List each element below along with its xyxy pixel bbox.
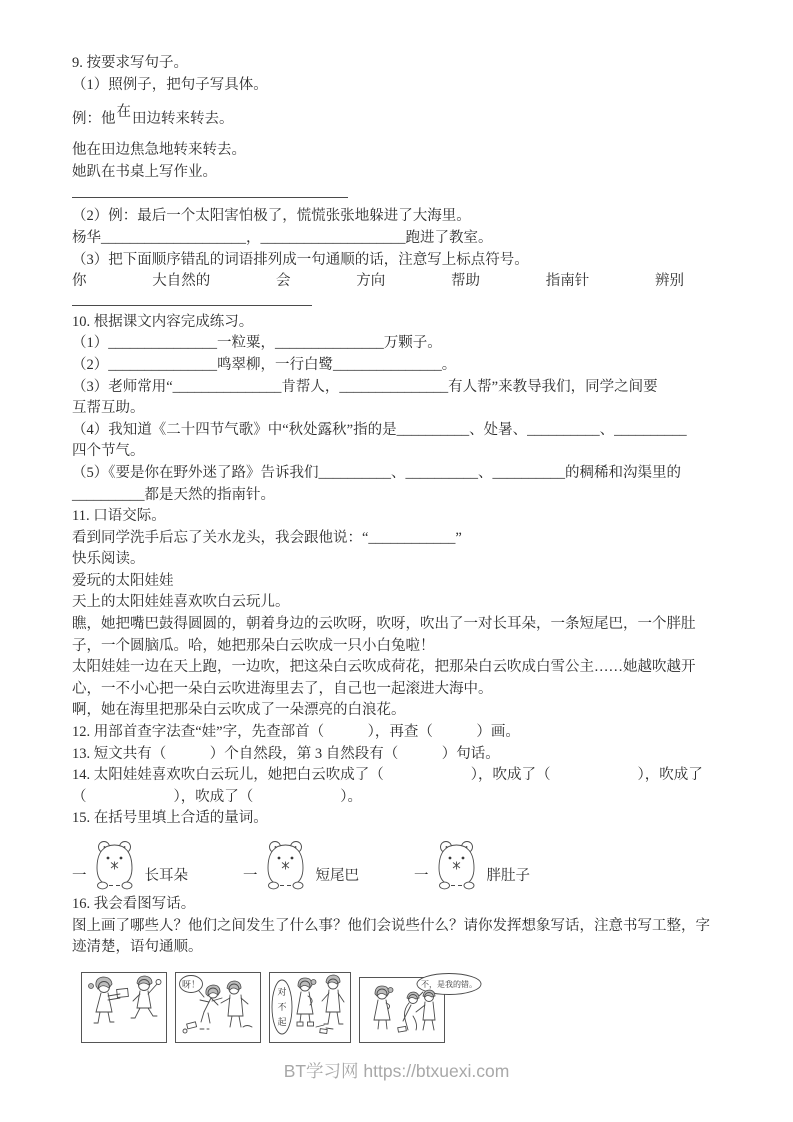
- question-10-item1: （1）_______________一粒粟，_______________万颗子。: [72, 335, 442, 352]
- reading-paragraph-2: 瞧，她把嘴巴鼓得圆圆的，朝着身边的云吹呀，吹呀，吹出了一对长耳朵，一条短尾巴，一个胖肚子，一个圆脑瓜。哈，她把那朵白云吹成一只小白兔啦！: [72, 616, 696, 654]
- speech-bubble-char: 不: [277, 1001, 287, 1012]
- word-item: 方向: [356, 273, 386, 290]
- measure-word-prefix: 一: [72, 868, 87, 885]
- question-10-item4-line2: 四个节气。: [72, 443, 145, 460]
- word-item: 大自然的: [152, 273, 211, 290]
- speech-bubble-char: 对: [277, 986, 287, 997]
- example-inserted-word: 在: [116, 104, 131, 121]
- speech-bubble-char: 起: [277, 1016, 287, 1027]
- measure-word-prefix: 一: [414, 868, 429, 885]
- reading-title: 爱玩的太阳娃娃: [72, 572, 174, 589]
- comic-panel-2: [175, 971, 261, 1045]
- comic-strip: [81, 971, 724, 1045]
- question-11-title: 11. 口语交际。: [72, 508, 166, 525]
- word-item: 会: [276, 273, 291, 290]
- measure-word-items-row: [72, 834, 724, 890]
- question-9-example-rewrite: 他在田边焦急地转来转去。: [72, 142, 246, 159]
- question-10-item4-line1: （4）我知道《二十四节气歌》中“秋处露秋”指的是__________、处暑、__________、__________: [72, 421, 687, 438]
- question-9-part2: （2）例：最后一个太阳害怕极了，慌慌张张地躲进了大海里。: [72, 208, 471, 225]
- question-9-part1: （1）照例子，把句子写具体。: [72, 76, 268, 93]
- question-12: 12. 用部首查字法查“娃”字，先查部首（ ），再查（ ）画。: [72, 724, 520, 741]
- measure-word-label: 胖肚子: [486, 868, 530, 885]
- word-item: 你: [72, 273, 87, 290]
- question-10-title: 10. 根据课文内容完成练习。: [72, 313, 254, 330]
- hamster-icon: [262, 838, 310, 890]
- question-16-prompt: 图上画了哪些人？他们之间发生了什么事？他们会说些什么？请你发挥想象写话，注意书写工整，字迹清楚，语句通顺。: [72, 917, 710, 956]
- question-9-example-sentence: [72, 106, 724, 132]
- question-10-item2: （2）_______________鸣翠柳，一行白鹭_______________。: [72, 356, 457, 373]
- worksheet-content: [72, 53, 724, 1045]
- measure-word-item: [243, 838, 359, 890]
- answer-line: [72, 305, 312, 306]
- question-9-part2-fill: 杨华____________________，____________________跑进了教室。: [72, 229, 493, 246]
- measure-word-item: [414, 838, 530, 890]
- question-9-part3: （3）把下面顺序错乱的词语排列成一句通顺的话，注意写上标点符号。: [72, 251, 529, 268]
- hamster-icon: [91, 838, 139, 890]
- question-14-line1: 14. 太阳娃娃喜欢吹白云玩儿，她把白云吹成了（ ），吹成了（ ），吹成了: [72, 767, 703, 784]
- question-15-title: 15. 在括号里填上合适的量词。: [72, 810, 268, 827]
- site-watermark: BT学习网 https://btxuexi.com: [283, 1061, 510, 1081]
- speech-bubble-text: 不，是我的错。: [421, 979, 477, 989]
- question-9-title: 9. 按要求写句子。: [72, 55, 188, 71]
- reading-paragraph-4: 啊，她在海里把那朵白云吹成了一朵漂亮的白浪花。: [72, 702, 406, 719]
- measure-word-item: [72, 838, 188, 890]
- answer-line: [72, 197, 348, 198]
- reading-paragraph-3: 太阳娃娃一边在天上跑，一边吹，把这朵白云吹成荷花，把那朵白云吹成白雪公主……她越吹越开心，一不小心把一朵白云吹进海里去了，自己也一起滚进大海中。: [72, 659, 696, 697]
- measure-word-label: 短尾巴: [315, 868, 359, 885]
- measure-word-label: 长耳朵: [144, 868, 188, 885]
- word-item: 辨别: [655, 273, 684, 290]
- question-10-item3-line2: 互帮互助。: [72, 400, 145, 417]
- comic-panel-3: [269, 971, 351, 1045]
- question-9-sentence-to-rewrite: 她趴在书桌上写作业。: [72, 163, 217, 180]
- question-16-title: 16. 我会看图写话。: [72, 896, 196, 912]
- scrambled-words-row: [72, 271, 684, 293]
- word-item: 帮助: [451, 273, 480, 290]
- question-10-item3-line1: （3）老师常用“_______________肯帮人，_______________有人帮”来教导我们，同学之间要: [72, 378, 658, 395]
- measure-word-prefix: 一: [243, 868, 258, 885]
- question-13: 13. 短文共有（ ）个自然段，第 3 自然段有（ ）句话。: [72, 745, 500, 762]
- comic-panel-4: [359, 971, 483, 1045]
- example-suffix: 田边转来转去。: [132, 111, 234, 128]
- word-item: 指南针: [545, 273, 590, 290]
- reading-paragraph-1: 天上的太阳娃娃喜欢吹白云玩儿。: [72, 594, 290, 611]
- reading-section-header: 快乐阅读。: [72, 551, 145, 568]
- question-11-prompt: 看到同学洗手后忘了关水龙头，我会跟他说：“____________”: [72, 529, 462, 546]
- speech-bubble-text: 呀！: [181, 979, 201, 990]
- comic-panel-1: [81, 971, 167, 1045]
- hamster-icon: [433, 838, 481, 890]
- question-10-item5-line2: __________都是天然的指南针。: [72, 486, 275, 503]
- question-10-item5-line1: （5）《要是你在野外迷了路》告诉我们__________、__________、__________的稠稀和沟渠里的: [72, 464, 681, 481]
- example-prefix: 例：他: [72, 111, 116, 128]
- question-14-line2: （ ），吹成了（ ）。: [72, 788, 362, 805]
